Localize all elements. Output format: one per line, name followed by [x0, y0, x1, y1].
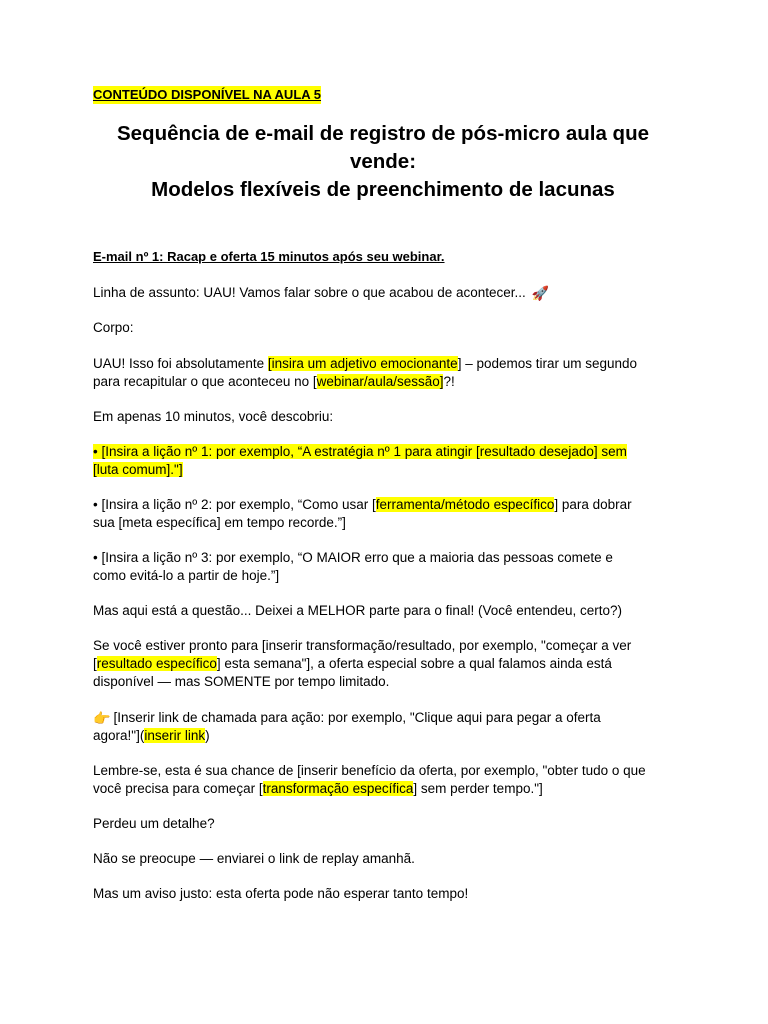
insert-link-placeholder: inserir link [144, 728, 206, 743]
discovered-paragraph: Em apenas 10 minutos, você descobriu: [93, 409, 334, 424]
subject-text: Linha de assunto: UAU! Vamos falar sobre o que acabou de acontecer... [93, 285, 526, 300]
email-heading: E-mail nº 1: Racap e oferta 15 minutos após seu webinar. [93, 249, 445, 264]
rocket-icon: 🚀 [531, 285, 549, 301]
missed-paragraph: Perdeu um detalhe? [93, 816, 215, 831]
title-line-1: Sequência de e-mail de registro de pós-micro aula que [116, 122, 649, 145]
replay-paragraph: Não se preocupe — enviarei o link de replay amanhã. [93, 851, 415, 866]
placeholder-highlight: resultado específico [96, 656, 217, 671]
body-label: Corpo: [93, 320, 134, 335]
intro-line-2: para recapitular o que aconteceu no [webinar/aula/sessão]?! [93, 374, 455, 389]
intro-line-1: UAU! Isso foi absolutamente [insira um adjetivo emocionante] – podemos tirar um segundo [93, 356, 638, 371]
document-title [83, 120, 683, 204]
placeholder-highlight: ferramenta/método específico [375, 497, 555, 512]
title-line-3: Modelos flexíveis de preenchimento de lacunas [151, 178, 615, 201]
lesson-1 [93, 443, 693, 479]
question-paragraph: Mas aqui está a questão... Deixei a MELHOR parte para o final! (Você entendeu, certo?) [93, 603, 623, 618]
subject-line [93, 284, 693, 302]
intro-paragraph [93, 355, 693, 391]
cta-paragraph: 👉 [Inserir link de chamada para ação: por exemplo, "Clique aqui para pegar a oferta agora!"](inserir link) [93, 710, 601, 743]
title-line-2: vende: [349, 150, 417, 173]
lesson-2: • [Insira a lição nº 2: por exemplo, “Como usar [ferramenta/método específico] para dobrar sua [meta específica] em tempo recorde.”] [93, 497, 632, 530]
availability-banner: CONTEÚDO DISPONÍVEL NA AULA 5 [93, 87, 322, 102]
lesson-1-line-1: • [Insira a lição nº 1: por exemplo, “A estratégia nº 1 para atingir [resultado desejado] sem [93, 444, 627, 459]
placeholder-highlight: transformação específica [262, 781, 414, 796]
warning-paragraph: Mas um aviso justo: esta oferta pode não esperar tanto tempo! [93, 886, 469, 901]
pointing-hand-icon: 👉 [93, 710, 111, 726]
placeholder-highlight: webinar/aula/sessão] [316, 374, 444, 389]
ready-paragraph: Se você estiver pronto para [inserir transformação/resultado, por exemplo, "começar a ver [resultado específico] esta semana"], a oferta especial sobre a qual falamos ainda está disponível — mas SOMENTE por tempo limitado. [93, 638, 632, 689]
placeholder-highlight: [insira um adjetivo emocionante [267, 356, 458, 371]
remember-paragraph: Lembre-se, esta é sua chance de [inserir benefício da oferta, por exemplo, "obter tudo o que você precisa para começar [transformação específica] sem perder tempo."] [93, 763, 646, 796]
lesson-1-line-2: [luta comum]."] [93, 462, 183, 477]
lesson-3: • [Insira a lição nº 3: por exemplo, “O MAIOR erro que a maioria das pessoas comete e como evitá-lo a partir de hoje.”] [93, 550, 613, 583]
